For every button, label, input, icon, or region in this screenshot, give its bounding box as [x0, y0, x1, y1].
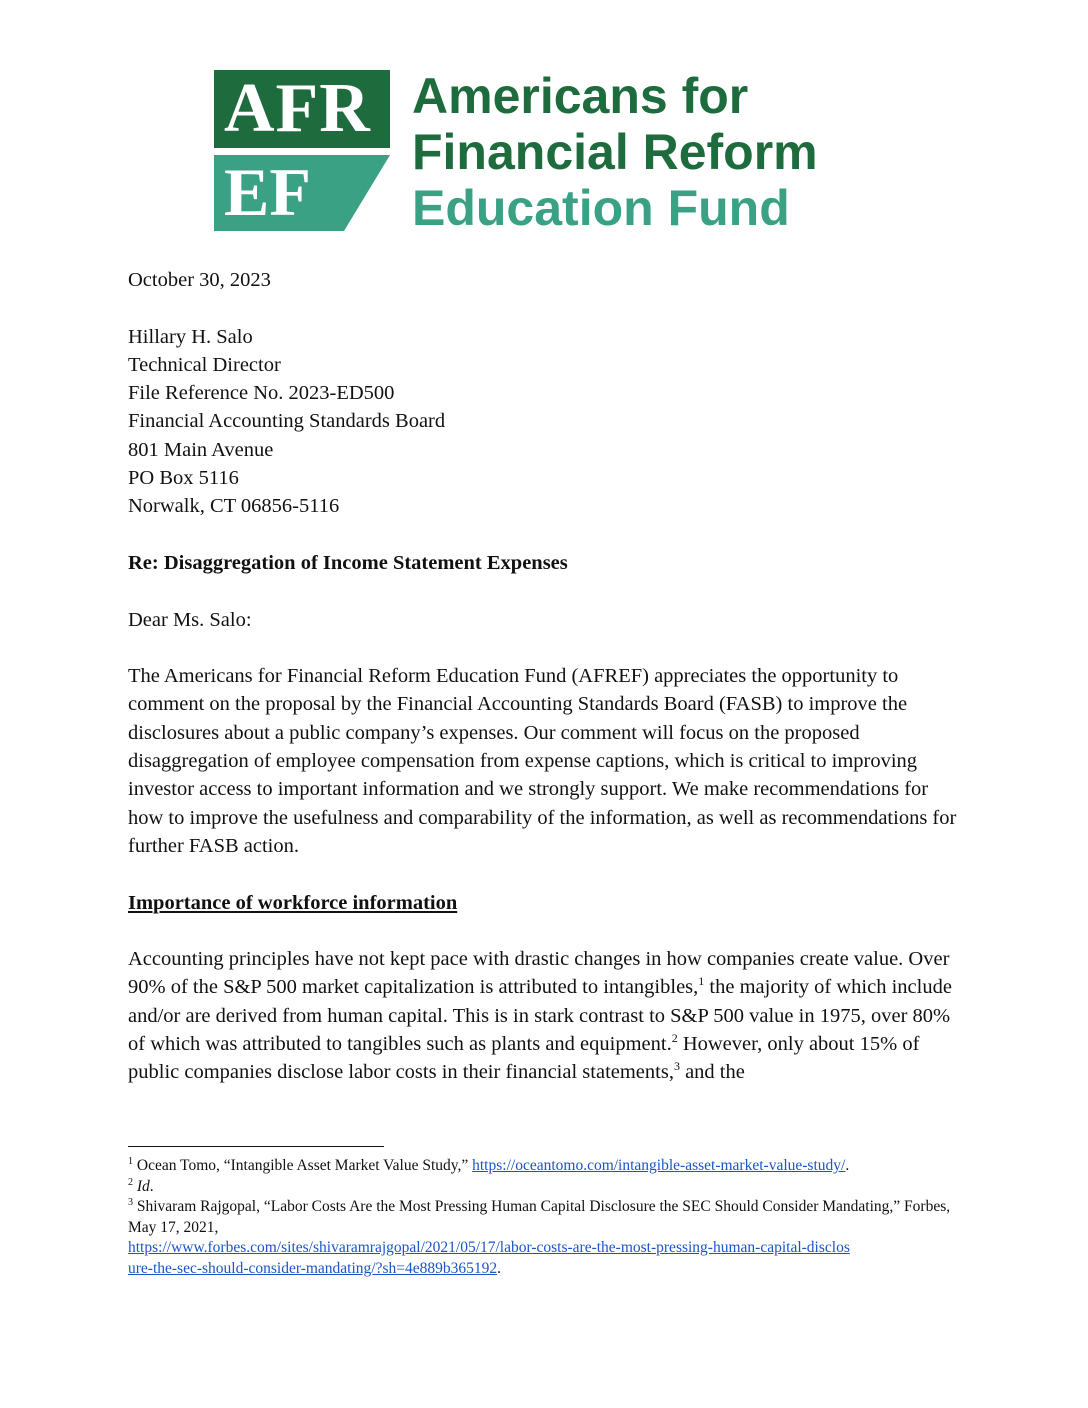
- logo-line-1: Americans for: [412, 68, 749, 124]
- address-line: File Reference No. 2023-ED500: [128, 382, 395, 405]
- address-line: Hillary H. Salo: [128, 325, 253, 348]
- paragraph-text: and the: [679, 1061, 745, 1084]
- logo-line-2: Financial Reform: [412, 124, 818, 180]
- section-heading: Importance of workforce information: [128, 891, 458, 914]
- recipient-address: [128, 323, 960, 521]
- address-line: Technical Director: [128, 353, 281, 376]
- footnote-1: [128, 1156, 960, 1177]
- logo-mark-afr-text: AFR: [224, 70, 371, 147]
- salutation: Dear Ms. Salo:: [128, 608, 252, 631]
- footnote-ref[interactable]: 1: [698, 974, 705, 989]
- footnote-number: 2: [128, 1176, 133, 1188]
- letter-date: October 30, 2023: [128, 269, 271, 291]
- workforce-paragraph: [128, 945, 960, 1086]
- address-line: 801 Main Avenue: [128, 438, 274, 461]
- footnote-divider: [128, 1146, 384, 1147]
- footnote-punct: .: [149, 1177, 154, 1195]
- footnote-ref[interactable]: 3: [673, 1059, 680, 1074]
- logo-mark-afr: [214, 70, 390, 148]
- footnote-number: 1: [128, 1155, 133, 1167]
- footnote-link[interactable]: https://oceantomo.com/intangible-asset-market-value-study/: [472, 1157, 846, 1174]
- footnote-link[interactable]: https://www.forbes.com/sites/shivaramrajgopal/2021/05/17/labor-costs-are-the-most-pressing-human-capital-disclos: [128, 1239, 850, 1256]
- footnote-ref[interactable]: 2: [671, 1031, 678, 1046]
- address-line: PO Box 5116: [128, 467, 239, 490]
- footnote-2: [128, 1177, 960, 1198]
- footnote-number: 3: [128, 1196, 133, 1208]
- footnote-link[interactable]: ure-the-sec-should-consider-mandating/?sh=4e889b365192: [128, 1259, 498, 1277]
- footnote-3: [128, 1197, 960, 1279]
- logo-mark-ef-text: EF: [224, 154, 311, 230]
- footnote-punct: .: [497, 1259, 502, 1277]
- logo-line-3: Education Fund: [412, 180, 790, 236]
- footnote-text: Ocean Tomo, “Intangible Asset Market Value Study,”: [133, 1157, 473, 1174]
- footnote-text: Id: [136, 1177, 150, 1195]
- letter-body: [128, 266, 960, 1087]
- subject-line: Re: Disaggregation of Income Statement Expenses: [128, 551, 568, 574]
- paragraph-text: However, only about 15% of public companies disclose labor costs in their financial statements,: [128, 1033, 920, 1084]
- intro-paragraph: The Americans for Financial Reform Education Fund (AFREF) appreciates the opportunity to comment on the proposal by the Financial Accounting Standards Board (FASB) to improve the disclosures about a public company’s expenses. Our comment will focus on the proposed disaggregation of employee compensation from expense captions, which is critical to improving investor access to important information and we strongly support. We make recommendations for how to improve the usefulness and comparability of the information, as well as recommendations for further FASB action.: [128, 665, 957, 857]
- logo-wordmark: [412, 68, 818, 236]
- logo-mark-ef: [214, 155, 390, 231]
- paragraph-text: Accounting principles have not kept pace with drastic changes in how companies create value. Over 90% of the S&P 500 market capitalization is attributed to intangibles,: [128, 948, 950, 999]
- footnote-text: Shivaram Rajgopal, “Labor Costs Are the Most Pressing Human Capital Disclosure the SEC Should Consider Mandating,” Forbes, May 17, 2021,: [128, 1198, 951, 1236]
- footnote-punct: .: [845, 1157, 850, 1174]
- address-line: Norwalk, CT 06856-5116: [128, 495, 340, 518]
- afref-logo: [214, 68, 864, 234]
- paragraph-text: the majority of which include and/or are derived from human capital. This is in stark contrast to S&P 500 value in 1975, over 80% of which was attributed to tangibles such as plants and equipment.: [128, 976, 952, 1056]
- footnotes: [128, 1156, 960, 1279]
- address-line: Financial Accounting Standards Board: [128, 410, 446, 433]
